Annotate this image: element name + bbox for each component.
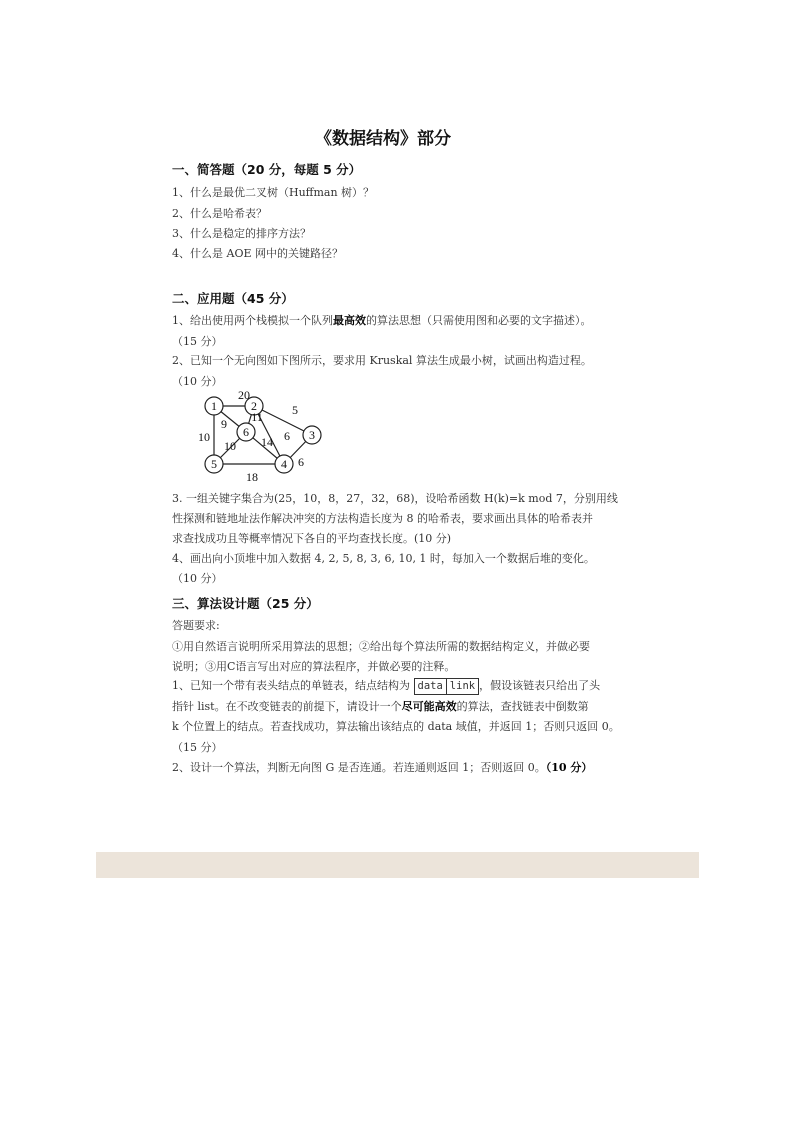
question-text (172, 759, 592, 775)
graph-node-label: 2 (251, 399, 257, 413)
requirements-label: 答题要求: (172, 619, 220, 632)
question-item: 3、什么是稳定的排序方法？ (172, 227, 311, 240)
decorative-band (96, 852, 699, 878)
question-text: k 个位置上的结点。若查找成功，算法输出该结点的 data 域值，并返回 1；否则只返回 0。 (172, 720, 620, 733)
question-item: 1、什么是最优二叉树（Huffman 树）？ (172, 186, 375, 199)
question-score: （15 分） (172, 741, 223, 754)
emphasis-text: 尽可能高效 (401, 700, 457, 713)
question-text: 3. 一组关键字集合为(25，10，8，27，32，68)，设哈希函数 H(k)=k mod 7，分别用线 (172, 492, 618, 505)
page-title: 《数据结构》部分 (315, 129, 451, 149)
question-text (172, 677, 600, 695)
node-field-data: data (414, 678, 447, 695)
graph-node-label: 4 (281, 457, 287, 471)
question-text: 求查找成功且等概率情况下各自的平均查找长度。(10 分) (172, 532, 452, 545)
question-score: （10 分） (172, 375, 223, 388)
question-score: （10 分） (545, 761, 593, 774)
requirements-text: ①用自然语言说明所采用算法的思想；②给出每个算法所需的数据结构定义，并做必要 (172, 640, 590, 653)
question-text-part: 2、设计一个算法，判断无向图 G 是否连通。若连通则返回 1；否则返回 0。 (172, 761, 546, 774)
question-text-part: 1、给出使用两个栈模拟一个队列 (172, 314, 333, 327)
question-item: 4、什么是 AOE 网中的关键路径？ (172, 247, 343, 260)
question-text (172, 698, 589, 714)
graph-node-label: 6 (243, 425, 249, 439)
graph-edge-weight: 11 (251, 410, 263, 424)
graph-edge-weight: 10 (198, 430, 210, 444)
question-item: 2、什么是哈希表？ (172, 207, 267, 220)
graph-node-label: 3 (309, 428, 315, 442)
question-score: （15 分） (172, 335, 223, 348)
graph-edge-weight: 6 (298, 455, 304, 469)
graph-edge-weight: 9 (221, 417, 227, 431)
emphasis-text: 最高效 (333, 314, 366, 327)
graph-node-label: 5 (211, 457, 217, 471)
section-heading-application: 二、应用题（45 分） (172, 291, 294, 306)
graph-edge-weight: 10 (224, 439, 236, 453)
question-score: （10 分） (172, 572, 223, 585)
graph-edge-weight: 18 (246, 470, 258, 484)
section-heading-short-answer: 一、简答题（20 分，每题 5 分） (172, 162, 362, 177)
question-text: 2、已知一个无向图如下图所示，要求用 Kruskal 算法生成最小树，试画出构造过程。 (172, 354, 592, 367)
graph-edge-weight: 6 (284, 429, 290, 443)
section-heading-algorithm: 三、算法设计题（25 分） (172, 596, 319, 611)
graph-figure (190, 384, 340, 484)
question-text (172, 312, 592, 328)
question-text-part: 1、已知一个带有表头结点的单链表，结点结构为 (172, 679, 410, 692)
graph-edge-weight: 5 (292, 403, 298, 417)
question-text-part: ，假设该链表只给出了头 (479, 679, 601, 692)
question-text-part: 指针 list。在不改变链表的前提下，请设计一个 (172, 700, 402, 713)
graph-edge-weight: 14 (261, 435, 273, 449)
question-text-part: 的算法思想（只需使用图和必要的文字描述）。 (366, 314, 592, 327)
requirements-text: 说明；③用C语言写出对应的算法程序，并做必要的注释。 (172, 660, 456, 673)
question-text-part: 的算法，查找链表中倒数第 (456, 700, 589, 713)
graph-edge-weight: 20 (238, 388, 250, 402)
graph-node-label: 1 (211, 399, 217, 413)
node-field-link: link (447, 678, 479, 695)
question-text: 4、画出向小顶堆中加入数据 4, 2, 5, 8, 3, 6, 10, 1 时，每加入一个数据后堆的变化。 (172, 552, 595, 565)
question-text: 性探测和链地址法作解决冲突的方法构造长度为 8 的哈希表，要求画出具体的哈希表并 (172, 512, 593, 525)
